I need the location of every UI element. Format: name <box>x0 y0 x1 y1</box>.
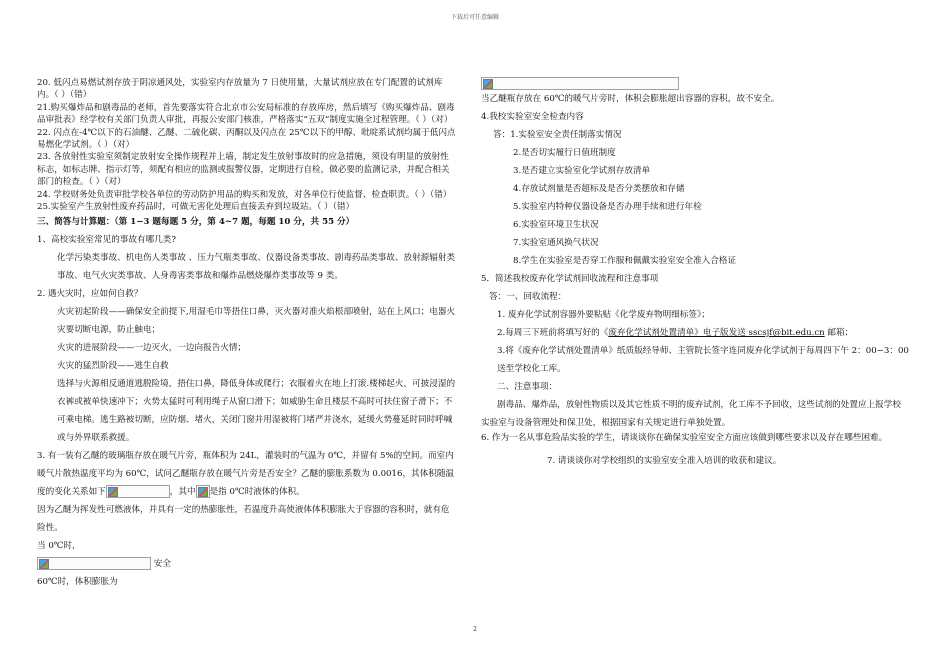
answer-5-step-3: 3.将《废弃化学试剂处置清单》纸质版经导师、主管院长签字连同废弃化学试剂于每周四下午 2：00−3：00 送至学校化工库。 <box>497 346 909 374</box>
answer-5-step-1: 1. 废弃化学试剂容器外要粘贴《化学废弃物明细标签》； <box>497 310 710 320</box>
short-question-2: 2. 遇火灾时，应如何自救？ <box>37 289 143 300</box>
question-3-text: 3. 有一装有乙醚的玻璃瓶存放在暖气片旁，瓶体积为 24L，灌装时的气温为 0℃，并留有 5%的空间。而室内暖气片散热温度平均为 60℃，试问乙醚瓶存放在暖气片旁是否安全？乙醚的膨胀系数为 0.0016，其体积随温度的变化关系如下 <box>37 451 455 498</box>
check-item-4: 4.存放试剂量是否超标及是否分类摆放和存储 <box>513 184 685 194</box>
question-4-answer-label: 答：1.实验室安全责任制落实情况 <box>493 130 622 140</box>
formula-image-placeholder <box>37 557 151 570</box>
short-answer-1: 化学污染类事故、机电伤人类事故 、压力气瓶类事故、仪器设备类事故、剧毒药品类事故、放射源辐射类事故、电气火灾类事故、人身毒害类事故和爆炸品燃烧爆炸类事故等 9 类。 <box>57 253 456 282</box>
short-question-3 <box>37 447 457 501</box>
check-item-3: 3.是否建立实验室化学试剂存放清单 <box>513 166 651 176</box>
formula-image-placeholder <box>106 485 170 498</box>
question-24: 24. 学校财务处负责审批学校各单位的劳动防护用品的购买和发放，对各单位行使监督、检查职责。（ ）（错） <box>37 189 452 200</box>
question-5: 5．简述我校废弃化学试剂回收流程和注意事项 <box>481 274 659 284</box>
short-question-1: 1、高校实验室常见的事故有哪几类? <box>37 235 176 246</box>
question-21: 21.购买爆炸品和剧毒品的老师，首先要落实符合北京市公安局标准的存放库房，然后填写《购买爆炸品、剧毒品审批表》经学校有关部门负责人审批，再报公安部门核准，严格落实“五双”制度实施全过程管理。（ ）（对） <box>37 102 455 126</box>
check-item-6: 6.实验室环境卫生状况 <box>513 220 599 230</box>
right-column <box>481 77 909 468</box>
question-3-mid: ，其中 <box>169 487 196 498</box>
formula-symbol-placeholder <box>196 485 210 498</box>
check-item-2: 2.是否切实履行日值班制度 <box>513 148 616 158</box>
question-22: 22. 闪点在-4℃以下的石油醚、乙醚、二硫化碳、丙酮以及闪点在 25℃以下的甲醇、吡啶系试剂均属于低闪点易燃化学试剂。（ ）（对） <box>37 127 456 151</box>
broken-image-icon <box>483 79 493 89</box>
broken-image-icon <box>39 559 49 569</box>
check-item-7: 7.实验室通风换气状况 <box>513 238 599 248</box>
section-3-heading: 三、简答与计算题：（第 1−3 题每题 5 分，第 4~7 题，每题 10 分，共 55 分） <box>37 217 355 228</box>
page-number: 2 <box>473 626 477 633</box>
question-3-end: 是指 0℃时液体的体积。 <box>209 487 305 498</box>
answer-5-notes: 剧毒品、爆炸品，放射性物质以及其它性质不明的废弃试剂，化工库不予回收，这些试剂的处置应上报学校实验室与设备管理处和保卫处，根据国家有关规定进行单独处置。 <box>481 400 901 428</box>
broken-image-icon <box>108 487 118 497</box>
answer-3-safe: 安全 <box>153 559 171 570</box>
broken-image-icon <box>198 487 208 497</box>
answer-5-flow-heading: 答：一、回收流程： <box>489 292 567 302</box>
answer-3-at-sixty: 60℃时，体积膨胀为 <box>37 577 118 588</box>
formula-image-placeholder <box>481 77 679 90</box>
short-answer-2-escape: 选择与火源相反通道逃脱险境，捂住口鼻，降低身体或爬行；衣服着火在地上打滚.楼梯起火，可披浸湿的衣裤或被单快速冲下；火势太猛时可利用绳子从窗口滑下；如威胁生命且楼层不高时可扶住窗子滑下；不可乘电梯。逃生路被切断，应防烟、堵火，关闭门窗并用湿被将门堵严并浇水，延缓火势蔓延时同时呼喊或与外界联系救援。 <box>57 379 456 444</box>
answer-3-conclusion: 当乙醚瓶存放在 60℃的暖气片旁时，体积会膨胀超出容器的容积，故不安全。 <box>481 94 780 104</box>
email-link[interactable]: 废弃化学试剂处置清单》电子版发送 sscsjf@bit.edu.cn <box>608 328 825 338</box>
short-answer-2-stage-1: 火灾初起阶段——确保安全前提下,用湿毛巾等捂住口鼻，灭火器对准火焰根部喷射，站在上风口；电器火灾要切断电源，防止触电； <box>57 307 456 336</box>
short-answer-2-stage-2: 火灾的进展阶段——一边灭火，一边向报告火情； <box>57 343 247 354</box>
check-item-1: 1.实验室安全责任制落实情况 <box>510 130 622 140</box>
question-20: 20. 低闪点易燃试剂存放于阴凉通风处，实验室内存放量为 7 日使用量，大量试剂应放在专门配置的试剂库内。（ ）（错） <box>37 78 443 101</box>
answer-3-explanation: 因为乙醚为挥发性可燃液体，并具有一定的热膨胀性，若温度升高使液体体积膨胀大于容器的容积时，就有危险性。 <box>37 505 450 534</box>
left-column <box>37 77 457 591</box>
short-answer-2-stage-3: 火灾的猛烈阶段——逃生自救 <box>57 361 169 372</box>
question-6: 6. 作为一名从事危险品实验的学生，请谈谈你在确保实验室安全方面应该做到哪些要求以及存在哪些困难。 <box>481 433 888 443</box>
page-header-note: 下载后可任意编辑 <box>450 14 499 21</box>
answer-3-safe-row <box>37 555 457 573</box>
answer-5-step-2: 2.每周三下班前将填写好的《废弃化学试剂处置清单》电子版发送 sscsjf@bit.edu.cn 邮箱； <box>497 328 854 338</box>
question-23: 23. 各放射性实验室须制定放射安全操作规程并上墙，制定发生放射事故时的应急措施，须设有明显的放射性标志，如标志牌、指示灯等，须配有相应的监测或报警仪器，定期进行自检，做必要的监测记录，并配合相关部门的检查。（ ）（对） <box>37 152 450 188</box>
question-25: 25.实验室产生放射性废弃药品时，可做无害化处理后直接丢弃到垃圾站。（ ）（错） <box>37 202 355 213</box>
question-7: 7. 请谈谈你对学校组织的实验室安全准入培训的收获和建议。 <box>547 456 782 467</box>
question-4: 4.我校实验室安全检查内容 <box>481 112 584 122</box>
check-item-8: 8.学生在实验室是否穿工作服和佩戴实验室安全准入合格证 <box>513 256 737 266</box>
formula-image-row <box>481 77 909 90</box>
check-item-5: 5.实验室内特种仪器设备是否办理手续和进行年检 <box>513 202 702 212</box>
answer-3-at-zero: 当 0℃时， <box>37 541 81 552</box>
answer-5-notes-heading: 二、注意事项： <box>497 382 558 392</box>
